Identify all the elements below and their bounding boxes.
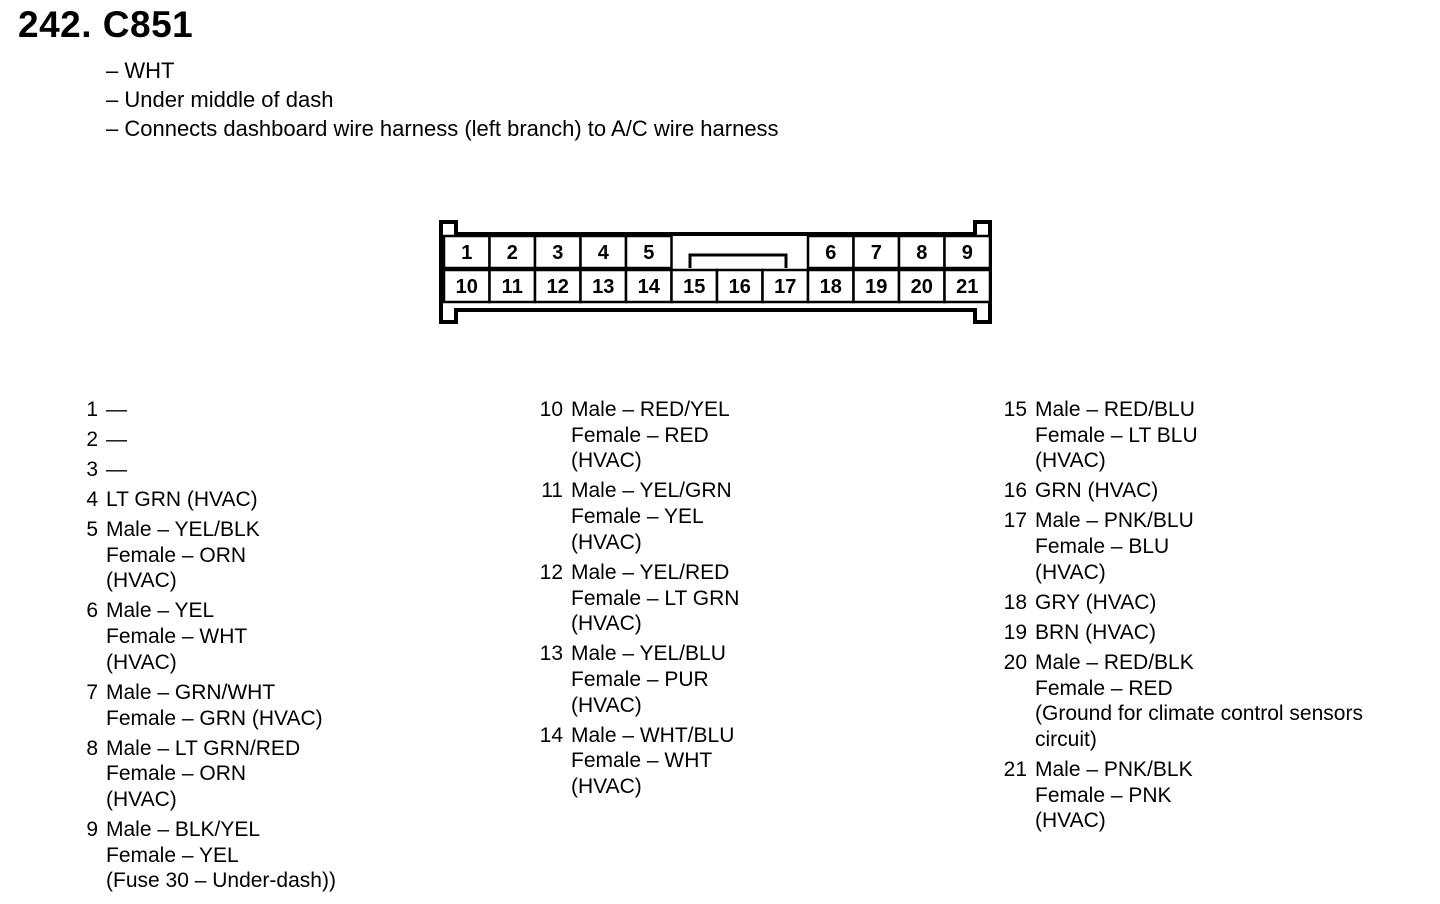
pin-entry-7 xyxy=(64,680,336,731)
pin-wire-line: (HVAC) xyxy=(1035,560,1106,584)
pin-wire-line: Female – RED xyxy=(1035,676,1173,700)
pin-wire-description xyxy=(571,478,732,555)
pin-cell-label: 11 xyxy=(501,276,523,298)
pin-wire-line: Male – YEL/RED xyxy=(571,560,730,584)
pin-cell-label: 6 xyxy=(825,242,837,264)
pin-number: 2 xyxy=(86,428,98,451)
pin-wire-line: Female – YEL xyxy=(571,505,704,529)
pin-wire-description xyxy=(106,680,323,731)
pin-number: 7 xyxy=(86,680,98,704)
pin-wire-description xyxy=(1035,620,1156,646)
pin-wire-line: Male – GRN/WHT xyxy=(106,680,276,704)
pin-wire-description xyxy=(571,723,734,800)
pin-entry-2 xyxy=(64,427,336,453)
pin-wire-line: Female – WHT xyxy=(106,625,248,649)
pin-number: 21 xyxy=(1003,757,1027,781)
pin-wire-line: (HVAC) xyxy=(106,650,177,674)
connector-face-diagram xyxy=(0,0,1440,360)
pin-wire-line: Male – YEL/BLK xyxy=(106,518,260,541)
pin-wire-line: (HVAC) xyxy=(571,693,642,717)
pin-number: 10 xyxy=(539,398,563,421)
pin-wire-line: Female – PUR xyxy=(571,667,709,691)
pin-list-column-3 xyxy=(993,397,1363,838)
pin-wire-description xyxy=(1035,478,1158,504)
connector-pin-cells xyxy=(444,236,990,302)
connector-connects: – Connects dashboard wire harness (left branch) to A/C wire harness xyxy=(106,116,779,141)
pin-wire-line: (HVAC) xyxy=(571,530,642,554)
pin-wire-line: Female – PNK xyxy=(1035,783,1172,807)
pin-number: 13 xyxy=(539,642,563,666)
pin-wire-description xyxy=(571,641,726,718)
pin-wire-description xyxy=(1035,397,1198,474)
pin-wire-description xyxy=(106,397,127,423)
pin-cell-label: 20 xyxy=(910,276,933,298)
pin-cell-label: 2 xyxy=(506,242,518,264)
pin-wire-line: Female – ORN xyxy=(106,762,247,786)
pin-wire-line: (HVAC) xyxy=(571,775,642,799)
connector-key xyxy=(690,255,786,268)
pin-wire-description xyxy=(1035,590,1156,616)
pin-entry-19 xyxy=(993,620,1363,646)
pin-entry-8 xyxy=(64,736,336,813)
pin-wire-line: Male – WHT/BLU xyxy=(571,723,735,747)
pin-wire-line: (HVAC) xyxy=(106,569,177,593)
pin-number: 15 xyxy=(1003,398,1027,421)
pin-cell-label: 3 xyxy=(552,242,564,264)
pin-cell-label: 5 xyxy=(643,242,655,264)
pin-number: 8 xyxy=(86,736,98,760)
pin-wire-line: (HVAC) xyxy=(571,612,642,636)
pin-entry-16 xyxy=(993,478,1363,504)
pin-list-column-2 xyxy=(529,397,739,804)
pin-wire-line: Male – LT GRN/RED xyxy=(106,736,301,760)
pin-cell-label: 21 xyxy=(956,276,979,298)
pin-entry-10 xyxy=(529,397,739,474)
pin-number: 18 xyxy=(1003,590,1027,614)
pin-list-column-1 xyxy=(64,397,336,898)
pin-number: 4 xyxy=(86,488,98,511)
pin-wire-line: Female – LT GRN xyxy=(571,586,740,610)
pin-cell-label: 8 xyxy=(916,242,928,264)
pin-wire-line: Female – BLU xyxy=(1035,535,1170,559)
pin-wire-line: Female – LT BLU xyxy=(1035,423,1198,447)
pin-entry-6 xyxy=(64,598,336,675)
pin-wire-line: Male – RED/YEL xyxy=(571,398,730,421)
pin-wire-description xyxy=(106,427,127,453)
pin-number: 12 xyxy=(539,560,563,584)
pin-number: 17 xyxy=(1003,509,1027,533)
pin-wire-line: Male – YEL xyxy=(106,599,215,623)
pin-wire-line: (HVAC) xyxy=(571,449,642,473)
pin-wire-line: Female – YEL xyxy=(106,843,239,867)
pin-number: 14 xyxy=(539,723,563,747)
pin-entry-12 xyxy=(529,560,739,637)
pin-wire-line: (HVAC) xyxy=(1035,449,1106,473)
pin-wire-description xyxy=(571,397,730,474)
pin-cell-label: 18 xyxy=(819,276,842,298)
pin-wire-line: Male – RED/BLU xyxy=(1035,398,1195,421)
connector-location: – Under middle of dash xyxy=(106,87,334,112)
pin-wire-line: (HVAC) xyxy=(106,787,177,811)
pin-number: 11 xyxy=(541,479,563,503)
pin-cell-label: 13 xyxy=(592,276,615,298)
pin-wire-line: (HVAC) xyxy=(1035,809,1106,833)
pin-wire-description xyxy=(106,598,247,675)
pin-number: 1 xyxy=(86,398,98,421)
pin-wire-line: Male – PNK/BLK xyxy=(1035,757,1193,781)
pin-wire-line: (Ground for climate control sensors xyxy=(1035,702,1363,726)
pin-number: 5 xyxy=(86,518,98,541)
pin-wire-description xyxy=(106,457,127,483)
pin-entry-21 xyxy=(993,757,1363,834)
pin-entry-5 xyxy=(64,517,336,594)
pin-wire-description xyxy=(106,517,260,594)
pin-cell-label: 16 xyxy=(728,276,751,298)
pin-wire-line: — xyxy=(106,458,127,481)
pin-wire-description xyxy=(571,560,739,637)
pin-entry-13 xyxy=(529,641,739,718)
pin-wire-description xyxy=(1035,650,1363,753)
pin-number: 16 xyxy=(1003,479,1027,503)
pin-wire-line: — xyxy=(106,398,127,421)
pin-wire-line: GRN (HVAC) xyxy=(1035,479,1159,503)
pin-cell-label: 12 xyxy=(546,276,569,298)
pin-entry-18 xyxy=(993,590,1363,616)
pin-cell-label: 19 xyxy=(865,276,888,298)
pin-cell-label: 15 xyxy=(683,276,706,298)
pin-number: 20 xyxy=(1003,650,1027,674)
pin-wire-description xyxy=(106,736,300,813)
pin-number: 3 xyxy=(86,458,98,481)
pin-wire-line: Male – PNK/BLU xyxy=(1035,509,1194,533)
pin-cell-label: 17 xyxy=(774,276,797,298)
pin-wire-description xyxy=(1035,508,1194,585)
pin-wire-description xyxy=(1035,757,1193,834)
pin-cell-label: 4 xyxy=(597,242,609,264)
pin-wire-line: Male – YEL/GRN xyxy=(571,479,732,503)
pin-entry-14 xyxy=(529,723,739,800)
pin-wire-description xyxy=(106,817,336,894)
pin-entry-3 xyxy=(64,457,336,483)
connector-color: – WHT xyxy=(106,58,175,83)
pin-entry-4 xyxy=(64,487,336,513)
pin-wire-line: Male – BLK/YEL xyxy=(106,817,261,841)
pin-cell-label: 9 xyxy=(961,242,973,264)
pin-wire-line: Female – RED xyxy=(571,423,709,447)
pin-entry-1 xyxy=(64,397,336,423)
pin-entry-9 xyxy=(64,817,336,894)
pin-wire-line: Female – WHT xyxy=(571,749,713,773)
pin-wire-line: Female – GRN (HVAC) xyxy=(106,706,323,730)
connector-title: 242. C851 xyxy=(18,4,194,45)
pin-entry-17 xyxy=(993,508,1363,585)
pin-number: 9 xyxy=(86,817,98,841)
pin-wire-line: Male – YEL/BLU xyxy=(571,642,726,666)
pin-wire-description xyxy=(106,487,258,513)
pin-cell-label: 1 xyxy=(461,242,473,264)
pin-wire-line: GRY (HVAC) xyxy=(1035,590,1157,614)
pin-wire-line: LT GRN (HVAC) xyxy=(106,488,258,511)
pin-entry-11 xyxy=(529,478,739,555)
pin-cell-label: 14 xyxy=(637,276,660,298)
pin-wire-line: circuit) xyxy=(1035,727,1097,751)
pin-wire-line: — xyxy=(106,428,127,451)
pin-number: 19 xyxy=(1003,620,1027,644)
pin-wire-line: Female – ORN xyxy=(106,543,247,567)
pin-cell-label: 7 xyxy=(870,242,882,264)
pin-wire-line: Male – RED/BLK xyxy=(1035,650,1194,674)
pin-entry-20 xyxy=(993,650,1363,753)
pin-entry-15 xyxy=(993,397,1363,474)
pin-wire-line: (Fuse 30 – Under-dash)) xyxy=(106,869,336,893)
pin-number: 6 xyxy=(86,599,98,623)
pin-cell-label: 10 xyxy=(455,276,478,298)
pin-wire-line: BRN (HVAC) xyxy=(1035,620,1156,644)
